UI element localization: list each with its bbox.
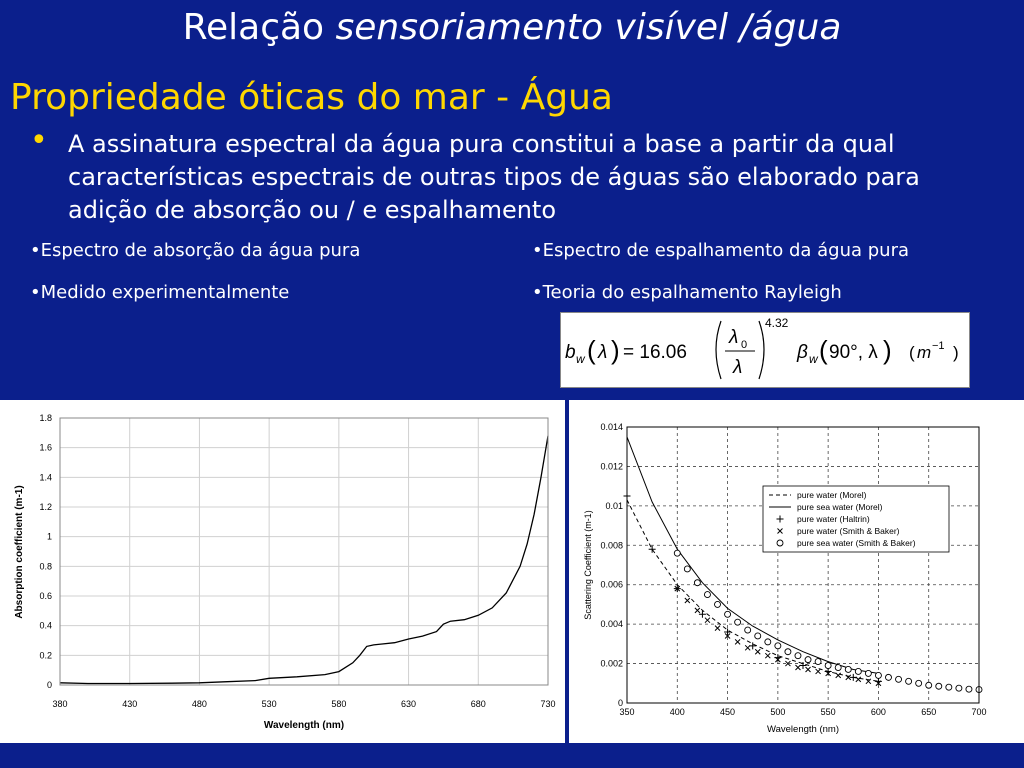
formula-beta-args: 90°, λ [829, 342, 878, 363]
scattering-series-4-point [785, 649, 791, 655]
right-item-scattering: •Espectro de espalhamento da água pura [532, 240, 909, 261]
unit-paren-open: ( [909, 343, 915, 362]
scattering-ylabel: Scattering Coefficient (m-1) [583, 510, 593, 620]
legend-entry-label: pure water (Morel) [797, 490, 867, 500]
big-paren-left [716, 321, 721, 379]
formula-b: b [565, 342, 576, 363]
scattering-series-3-point [795, 665, 800, 670]
scattering-xtick-label: 650 [921, 707, 937, 717]
scattering-xtick-label: 400 [669, 707, 685, 717]
scattering-series-3-point [735, 639, 740, 644]
scattering-series-3-point [695, 608, 700, 613]
scattering-series-4-point [906, 678, 912, 684]
left-item-absorption: •Espectro de absorção da água pura [30, 240, 361, 261]
absorption-ytick-label: 0.8 [39, 561, 52, 572]
big-paren-right [759, 321, 764, 379]
scattering-series-4-point [795, 653, 801, 659]
absorption-xtick-label: 480 [191, 699, 207, 709]
formula-unit: m [917, 343, 932, 362]
scattering-series-3-point [685, 598, 690, 603]
scattering-series-4-point [684, 566, 690, 572]
scattering-series-4-point [765, 639, 771, 645]
scattering-series-4-point [875, 672, 881, 678]
absorption-ytick-label: 1.4 [39, 472, 52, 483]
scattering-series-4-point [825, 663, 831, 669]
scattering-series-4-point [835, 665, 841, 671]
right-item-rayleigh: •Teoria do espalhamento Rayleigh [532, 282, 842, 303]
scattering-series-4-point [885, 674, 891, 680]
formula-num-sub: 0 [741, 339, 748, 351]
formula-beta-sub: w [809, 352, 818, 366]
scattering-series-3-point [745, 645, 750, 650]
scattering-series-2-point [724, 629, 731, 636]
absorption-ytick-label: 0 [46, 680, 52, 690]
scattering-xtick-label: 350 [619, 707, 635, 717]
scattering-series-3-point [765, 653, 770, 658]
scattering-series-4-point [896, 676, 902, 682]
scattering-ytick-label: 0.002 [600, 658, 623, 669]
absorption-ylabel: Absorption coefficient (m-1) [14, 485, 25, 619]
scattering-ytick-label: 0.006 [600, 579, 623, 590]
legend-entry-label: pure sea water (Morel) [797, 502, 883, 512]
formula-den: λ [733, 357, 743, 378]
scattering-xlabel: Wavelength (nm) [767, 724, 839, 735]
scattering-series-3-point [715, 626, 720, 631]
scattering-series-3-point [836, 673, 841, 678]
scattering-series-4-point [704, 592, 710, 598]
left-item-measured: •Medido experimentalmente [30, 282, 290, 303]
scattering-series-4-point [725, 611, 731, 617]
scattering-series-4-point [815, 659, 821, 665]
unit-paren-close: ) [953, 343, 959, 362]
paren-close: ) [611, 335, 620, 365]
absorption-xtick-label: 380 [52, 699, 68, 709]
legend-swatch-marker [777, 540, 783, 546]
title-italic: sensoriamento visível /água [335, 7, 842, 48]
formula-lambda: λ [598, 342, 608, 363]
scattering-xtick-label: 450 [720, 707, 736, 717]
legend-entry-label: pure water (Smith & Baker) [797, 526, 900, 536]
absorption-ytick-label: 1.8 [39, 413, 52, 423]
absorption-ytick-label: 0.4 [39, 620, 52, 631]
scattering-xtick-label: 550 [820, 707, 836, 717]
formula-num: λ [729, 327, 739, 348]
beta-paren-open: ( [819, 335, 828, 365]
scattering-ytick-label: 0.012 [600, 461, 623, 472]
absorption-chart [0, 400, 565, 743]
absorption-xtick-label: 680 [470, 699, 486, 709]
scattering-ytick-label: 0 [617, 698, 623, 708]
scattering-series-4-point [936, 683, 942, 689]
scattering-xtick-label: 700 [971, 707, 987, 717]
scattering-xtick-label: 500 [770, 707, 786, 717]
scattering-series-2-point [699, 611, 706, 618]
absorption-ytick-label: 1 [46, 531, 52, 542]
scattering-series-4-point [865, 670, 871, 676]
scattering-series-4-point [745, 627, 751, 633]
absorption-xtick-label: 430 [122, 699, 138, 709]
absorption-ytick-label: 0.6 [39, 591, 52, 601]
beta-paren-close: ) [883, 335, 892, 365]
absorption-chart-panel [0, 400, 565, 743]
bullet-dot-icon: • [30, 123, 48, 158]
absorption-ytick-label: 0.2 [39, 650, 52, 661]
absorption-ytick-label: 1.2 [39, 502, 52, 512]
absorption-series-line [60, 436, 548, 684]
scattering-series-4-point [775, 643, 781, 649]
scattering-series-4-point [956, 685, 962, 691]
scattering-series-3-point [755, 649, 760, 654]
scattering-series-4-point [694, 580, 700, 586]
scattering-series-2-point [649, 546, 656, 553]
scattering-ytick-label: 0.01 [605, 500, 623, 511]
scattering-series-1-line [627, 437, 878, 674]
scattering-series-3-point [856, 677, 861, 682]
absorption-xtick-label: 630 [401, 699, 417, 709]
scattering-series-4-point [845, 666, 851, 672]
scattering-series-4-point [916, 680, 922, 686]
formula-unit-exp: −1 [932, 340, 945, 352]
scattering-series-4-point [966, 686, 972, 692]
scattering-series-4-point [715, 601, 721, 607]
absorption-ytick-label: 1.6 [39, 442, 52, 453]
scattering-chart [569, 400, 1024, 743]
slide-subtitle: Propriedade óticas do mar - Água [10, 77, 613, 118]
formula-exp: 4.32 [765, 316, 789, 330]
absorption-xtick-label: 580 [331, 699, 347, 709]
scattering-chart-panel [569, 400, 1024, 743]
bullet-text: A assinatura espectral da água pura constitui a base a partir da qual características espectrais de outras tipos de águas são elaborado para adição de absorção ou / e espalhamento [68, 130, 920, 224]
scattering-series-4-point [926, 682, 932, 688]
scattering-series-4-point [805, 657, 811, 663]
scattering-series-3-point [816, 669, 821, 674]
scattering-series-3-point [806, 667, 811, 672]
scattering-series-4-point [946, 684, 952, 690]
slide-title [0, 6, 1024, 50]
scattering-ytick-label: 0.008 [600, 540, 623, 551]
formula-beta: β [797, 342, 808, 363]
scattering-plot-frame [627, 427, 979, 703]
scattering-series-4-point [855, 668, 861, 674]
absorption-xlabel: Wavelength (nm) [263, 720, 345, 731]
rayleigh-formula [560, 312, 970, 388]
legend-entry-label: pure water (Haltrin) [797, 514, 870, 524]
absorption-plot-frame [60, 418, 548, 685]
scattering-series-4-point [735, 619, 741, 625]
scattering-xtick-label: 600 [870, 707, 886, 717]
paren-open: ( [587, 335, 596, 365]
scattering-ytick-label: 0.014 [600, 422, 623, 432]
scattering-series-4-point [674, 550, 680, 556]
scattering-ytick-label: 0.004 [600, 619, 623, 630]
formula-b-sub: w [576, 352, 585, 366]
scattering-series-3-point [705, 618, 710, 623]
absorption-xtick-label: 530 [261, 699, 277, 709]
title-plain: Relação [182, 7, 336, 48]
formula-eq: = 16.06 [623, 342, 687, 363]
legend-entry-label: pure sea water (Smith & Baker) [797, 538, 916, 548]
absorption-xtick-label: 730 [540, 699, 556, 709]
scattering-series-4-point [755, 633, 761, 639]
